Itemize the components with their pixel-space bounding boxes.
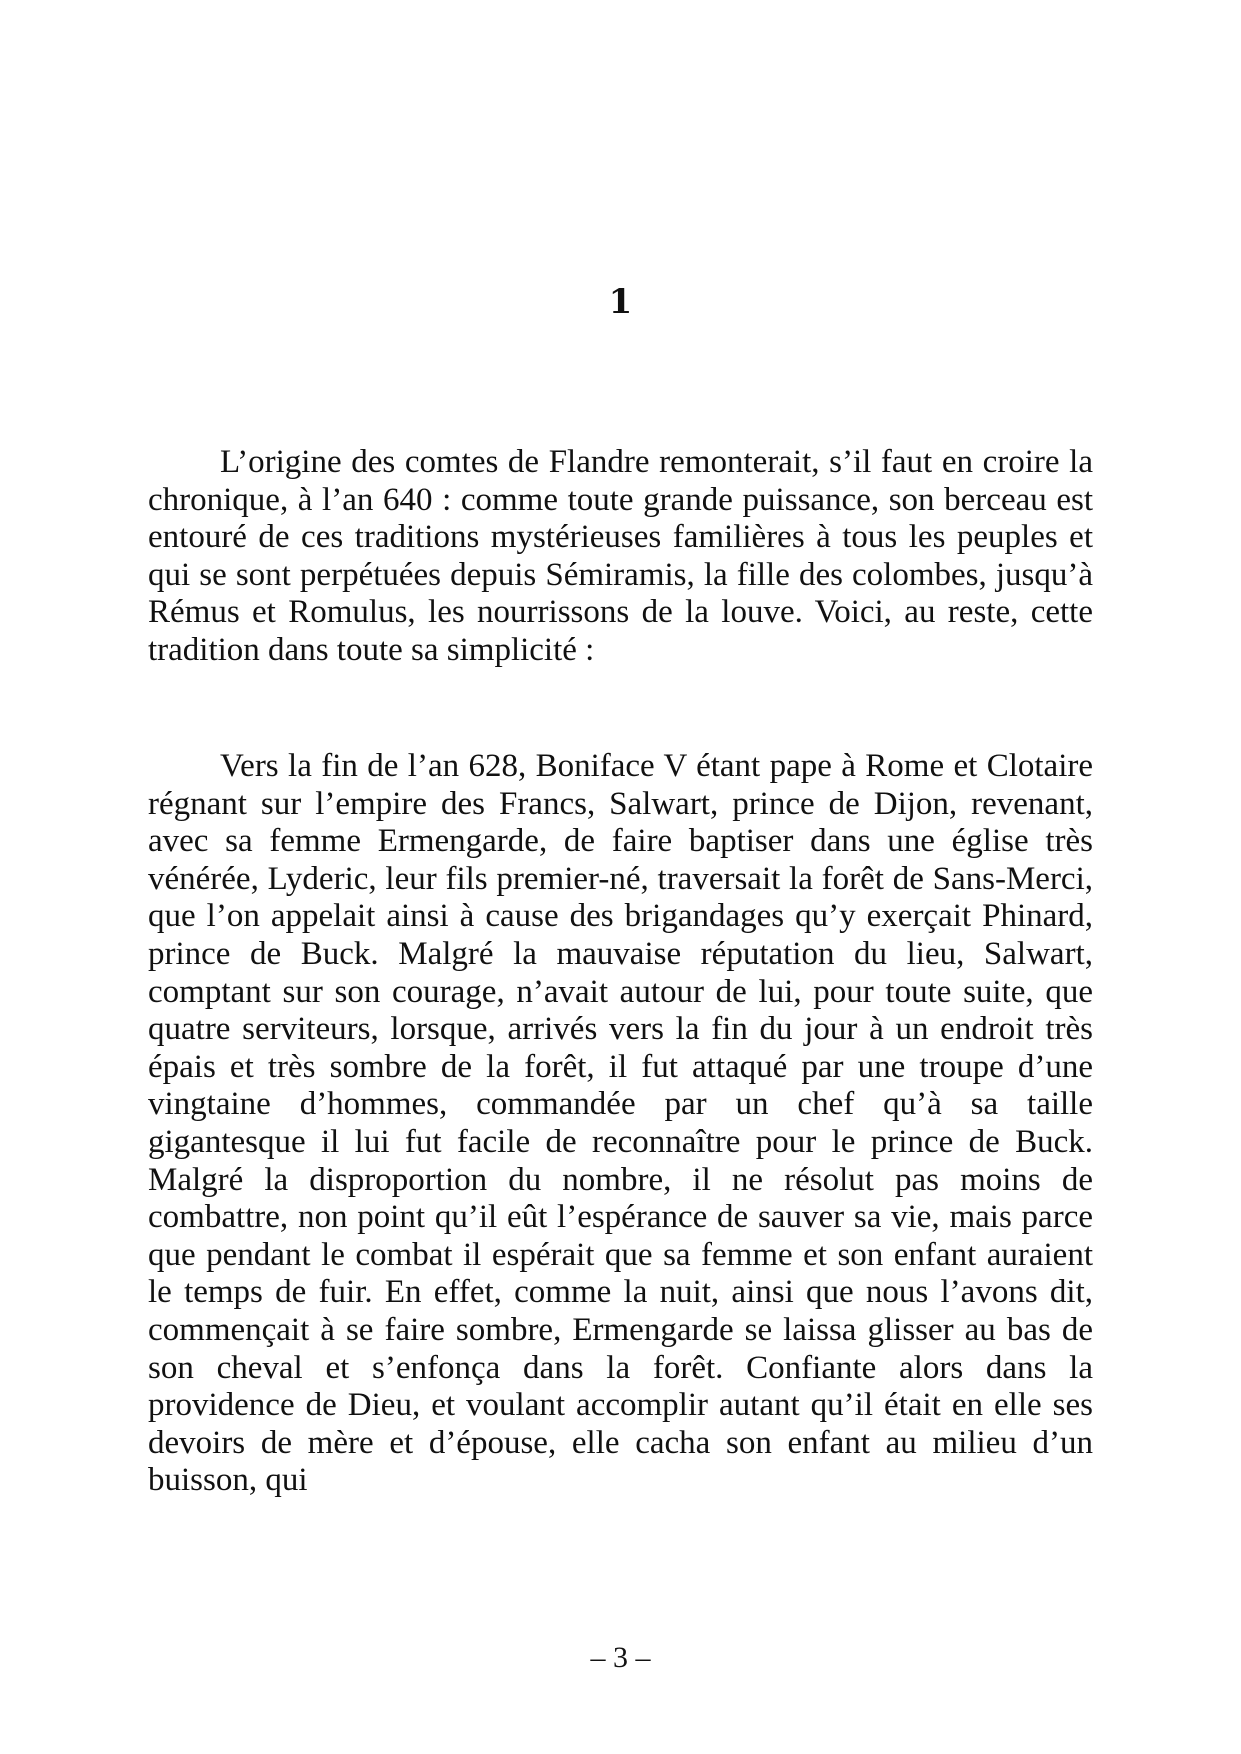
paragraph-narrative: Vers la fin de l’an 628, Boniface V étant pape à Rome et Clotaire régnant sur l’empire des Francs, Salwart, prince de Dijon, revenant, avec sa femme Ermengarde, de faire baptiser dans une église très vénérée, Lyderic, leur fils premier-né, traversait la forêt de Sans-Merci, que l’on appelait ainsi à cause des brigandages qu’y exerçait Phinard, prince de Buck. Malgré la mauvaise réputation du lieu, Salwart, comptant sur son courage, n’avait autour de lui, pour toute suite, que quatre serviteurs, lorsque, arrivés vers la fin du jour à un endroit très épais et très sombre de la forêt, il fut attaqué par une troupe d’une vingtaine d’hommes, commandée par un chef qu’à sa taille gigantesque il lui fut facile de reconnaître pour le prince de Buck. Malgré la disproportion du nombre, il ne résolut pas moins de combattre, non point qu’il eût l’espérance de sauver sa vie, mais parce que pendant le combat il espérait que sa femme et son enfant auraient le temps de fuir. En effet, comme la nuit, ainsi que nous l’avons dit, commençait à se faire sombre, Ermengarde se laissa glisser au bas de son cheval et s’enfonça dans la forêt. Confiante alors dans la providence de Dieu, et voulant accomplir autant qu’il était en elle ses devoirs de mère et d’épouse, elle cacha son enfant au milieu d’un buisson, qui	[148, 748, 1093, 1499]
paragraph-origin: L’origine des comtes de Flandre remonterait, s’il faut en croire la chronique, à l’an 640 : comme toute grande puissance, son berceau est entouré de ces traditions mystérieuses familières à tous les peuples et qui se sont perpétuées depuis Sémiramis, la fille des colombes, jusqu’à Rémus et Romulus, les nourrissons de la louve. Voici, au reste, cette tradition dans toute sa simplicité :	[148, 444, 1093, 668]
chapter-number: 1	[608, 282, 633, 322]
page-number: – 3 –	[590, 1641, 651, 1674]
